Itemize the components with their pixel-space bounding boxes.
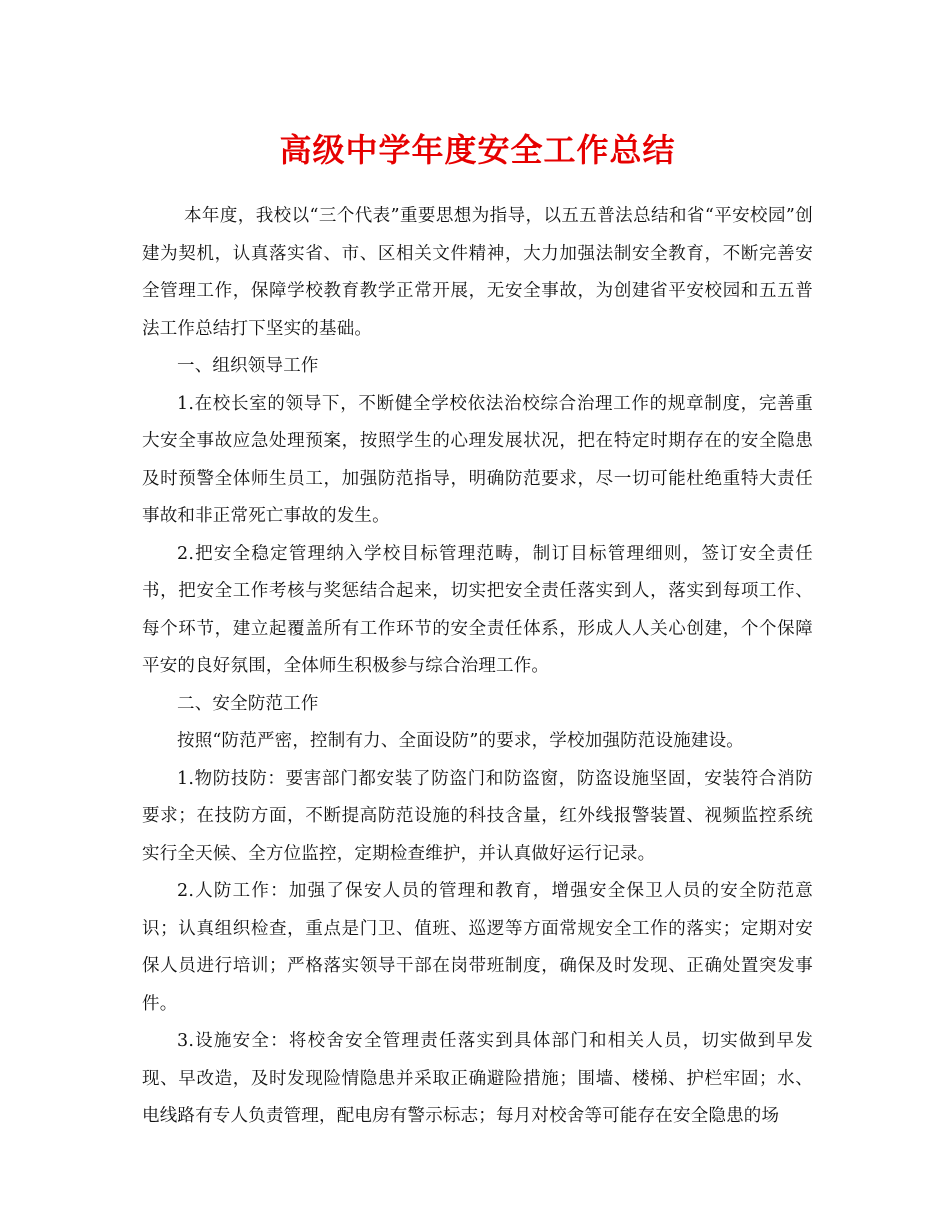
paragraph-personnel: 2.人防工作：加强了保安人员的管理和教育，增强安全保卫人员的安全防范意识；认真组织检查，重点是门卫、值班、巡逻等方面常规安全工作的落实；定期对安保人员进行培训；严格落实领导干部在岗带班制度，确保及时发现、正确处置突发事件。 [142,881,813,1014]
section-heading-prevention: 二、安全防范工作 [177,693,319,714]
paragraph-physical-technical: 1.物防技防：要害部门都安装了防盗门和防盗窗，防盗设施坚固，安装符合消防要求；在技防方面，不断提高防范设施的科技含量，红外线报警装置、视频监控系统实行全天候、全方位监控，定期检查维护，并认真做好运行记录。 [142,768,813,864]
document-body [142,198,813,1136]
paragraph-intro: 本年度，我校以“三个代表”重要思想为指导，以五五普法总结和省“平安校园”创建为契机，认真落实省、市、区相关文件精神，大力加强法制安全教育，不断完善安全管理工作，保障学校教育教学正常开展，无安全事故，为创建省平安校园和五五普法工作总结打下坚实的基础。 [142,206,813,339]
paragraph-organization-2: 2.把安全稳定管理纳入学校目标管理范畴，制订目标管理细则，签订安全责任书，把安全工作考核与奖惩结合起来，切实把安全责任落实到人，落实到每项工作、每个环节，建立起覆盖所有工作环节的安全责任体系，形成人人关心创建，个个保障平安的良好氛围，全体师生积极参与综合治理工作。 [142,543,813,676]
paragraph-organization-1: 1.在校长室的领导下，不断健全学校依法治校综合治理工作的规章制度，完善重大安全事故应急处理预案，按照学生的心理发展状况，把在特定时期存在的安全隐患及时预警全体师生员工，加强防范指导，明确防范要求，尽一切可能杜绝重特大责任事故和非正常死亡事故的发生。 [142,393,813,526]
paragraph-prevention-intro: 按照“防范严密，控制有力、全面设防”的要求，学校加强防范设施建设。 [177,731,744,751]
document-title: 高级中学年度安全工作总结 [279,131,676,169]
section-heading-organization: 一、组织领导工作 [177,356,319,376]
paragraph-facilities: 3.设施安全：将校舍安全管理责任落实到具体部门和相关人员，切实做到早发现、早改造，及时发现险情隐患并采取正确避险措施；围墙、楼梯、护栏牢固；水、电线路有专人负责管理，配电房有警示标志；每月对校舍等可能存在安全隐患的场 [142,1031,813,1126]
